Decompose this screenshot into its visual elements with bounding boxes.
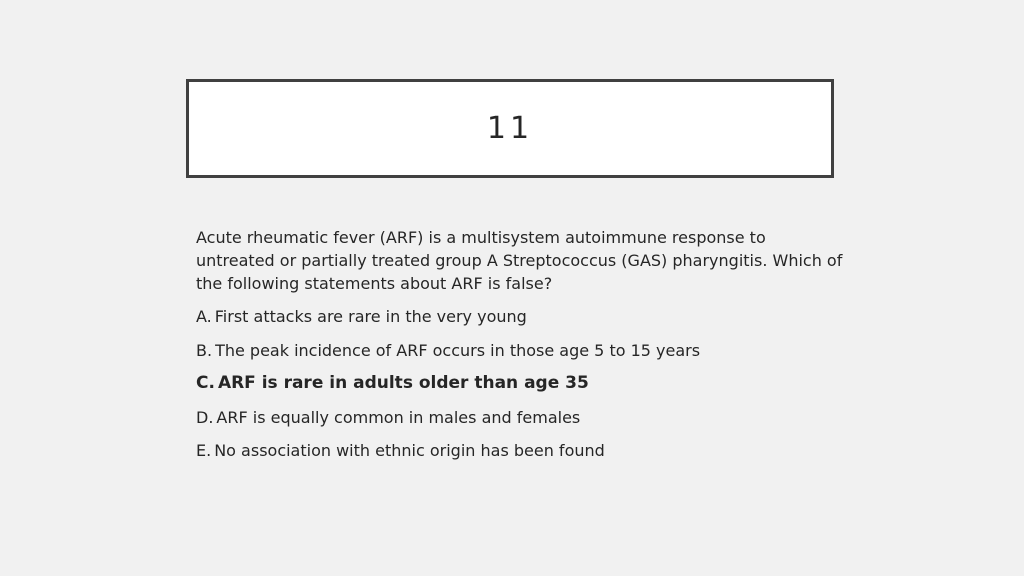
option-letter: B. <box>196 340 213 360</box>
option-a <box>196 305 846 328</box>
option-letter: C. <box>196 373 215 393</box>
slide-title: 11 <box>486 110 534 146</box>
option-text: No association with ethnic origin has been found <box>214 441 605 460</box>
option-text: ARF is rare in adults older than age 35 <box>217 373 589 393</box>
option-text: First attacks are rare in the very young <box>214 307 527 326</box>
option-e <box>196 439 846 462</box>
option-c <box>196 372 846 395</box>
option-letter: A. <box>196 307 212 326</box>
slide-title-box <box>186 79 834 178</box>
option-text: The peak incidence of ARF occurs in those age 5 to 15 years <box>215 340 701 360</box>
option-letter: E. <box>196 441 212 460</box>
option-b <box>196 339 846 362</box>
option-text: ARF is equally common in males and females <box>216 407 581 427</box>
slide-body <box>196 226 846 473</box>
answer-options <box>196 305 846 462</box>
option-letter: D. <box>196 407 214 427</box>
option-d <box>196 406 846 429</box>
question-text: Acute rheumatic fever (ARF) is a multisystem autoimmune response to untreated or partially treated group A Streptococcus (GAS) pharyngitis. Which of the following statements about ARF is false? <box>196 228 843 293</box>
